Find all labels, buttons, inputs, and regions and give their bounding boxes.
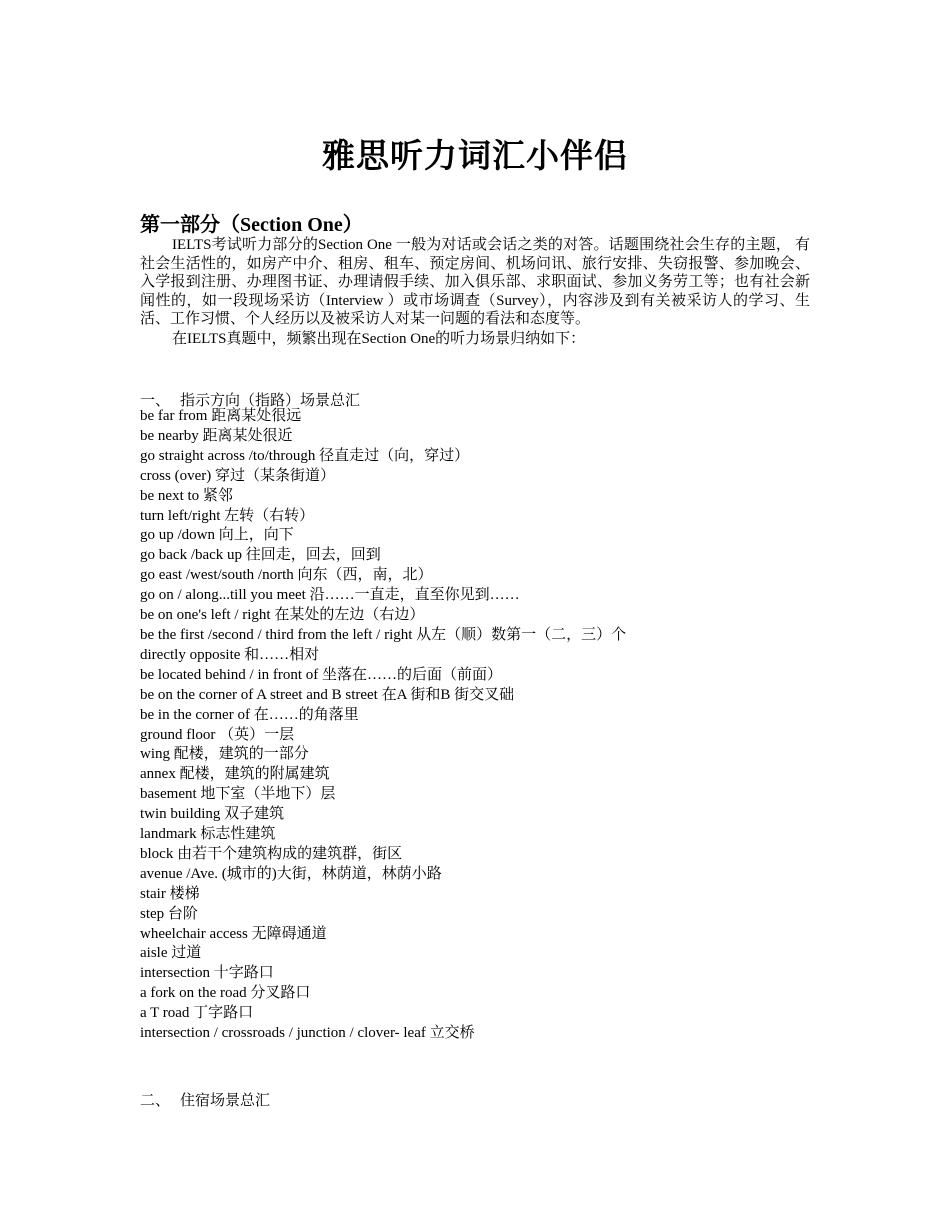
intro-paragraph: 在IELTS真题中，频繁出现在Section One的听力场景归纳如下： <box>172 330 586 347</box>
vocab-item: turn left/right 左转（右转） <box>140 507 315 524</box>
vocab-item: go east /west/south /north 向东（西，南，北） <box>140 567 433 584</box>
vocab-item: wing 配楼，建筑的一部分 <box>140 746 309 763</box>
vocab-item: ground floor （英）一层 <box>140 726 295 743</box>
vocab-item: twin building 双子建筑 <box>140 806 285 823</box>
vocab-item: basement 地下室（半地下）层 <box>140 786 336 803</box>
vocab-item: avenue /Ave. (城市的)大街，林荫道，林荫小路 <box>140 865 442 882</box>
vocab-item: go on / along...till you meet 沿……一直走，直至你见到…… <box>140 587 520 604</box>
vocab-item: intersection 十字路口 <box>140 965 274 982</box>
vocab-item: a T road 丁字路口 <box>140 1005 254 1022</box>
vocab-item: aisle 过道 <box>140 945 202 962</box>
vocab-item: intersection / crossroads / junction / clover- leaf 立交桥 <box>140 1025 475 1042</box>
intro-text <box>140 236 810 349</box>
vocab-item: be the first /second / third from the left / right 从左（顺）数第一（二，三）个 <box>140 626 627 643</box>
vocab-item: go back /back up 往回走，回去，回到 <box>140 547 381 564</box>
vocab-item: directly opposite 和……相对 <box>140 646 320 663</box>
section-heading: 第一部分（Section One） <box>140 214 363 236</box>
vocab-item: be on one's left / right 在某处的左边（右边） <box>140 607 425 624</box>
vocab-item: be nearby 距离某处很近 <box>140 427 293 444</box>
vocab-item: be located behind / in front of 坐落在……的后面（前面） <box>140 666 503 683</box>
vocab-item: landmark 标志性建筑 <box>140 826 276 843</box>
vocab-item: go straight across /to/through 径直走过（向，穿过） <box>140 447 470 464</box>
vocab-item: be in the corner of 在……的角落里 <box>140 706 359 723</box>
subsection-number: 二、 <box>140 1093 171 1109</box>
vocab-list <box>140 407 626 1044</box>
vocab-item: go up /down 向上，向下 <box>140 527 294 544</box>
vocab-item: block 由若干个建筑构成的建筑群，街区 <box>140 845 403 862</box>
document-title: 雅思听力词汇小伴侣 <box>322 139 628 175</box>
vocab-item: be on the corner of A street and B street 在A 街和B 街交叉础 <box>140 686 515 703</box>
vocab-item: a fork on the road 分叉路口 <box>140 985 311 1002</box>
subsection-title: 住宿场景总汇 <box>180 1093 271 1109</box>
vocab-item: annex 配楼，建筑的附属建筑 <box>140 766 330 783</box>
subsection-title: 指示方向（指路）场景总汇 <box>180 393 361 409</box>
vocab-item: step 台阶 <box>140 905 198 922</box>
vocab-item: wheelchair access 无障碍通道 <box>140 925 327 942</box>
subsection-number: 一、 <box>140 393 171 409</box>
vocab-item: stair 楼梯 <box>140 885 200 902</box>
vocab-item: be far from 距离某处很远 <box>140 408 302 424</box>
subsection-heading <box>140 1089 270 1110</box>
intro-paragraph: IELTS考试听力部分的Section One 一般为对话或会话之类的对答。话题围绕社会生存的主题， 有社会生活性的，如房产中介、租房、租车、预定房间、机场问讯、旅行安排、失窃报警、参加晚会、入学报到注册、办理图书证、办理请假手续、加入俱乐部、求职面试、参加义务劳工等；也有社会新闻性的，如一段现场采访（Interview ）或市场调查（Survey），内容涉及到有关被采访人的学习、生活、工作习惯、个人经历以及被采访人对某一问题的看法和态度等。 <box>140 237 810 328</box>
vocab-item: cross (over) 穿过（某条街道） <box>140 467 335 484</box>
vocab-item: be next to 紧邻 <box>140 487 233 504</box>
